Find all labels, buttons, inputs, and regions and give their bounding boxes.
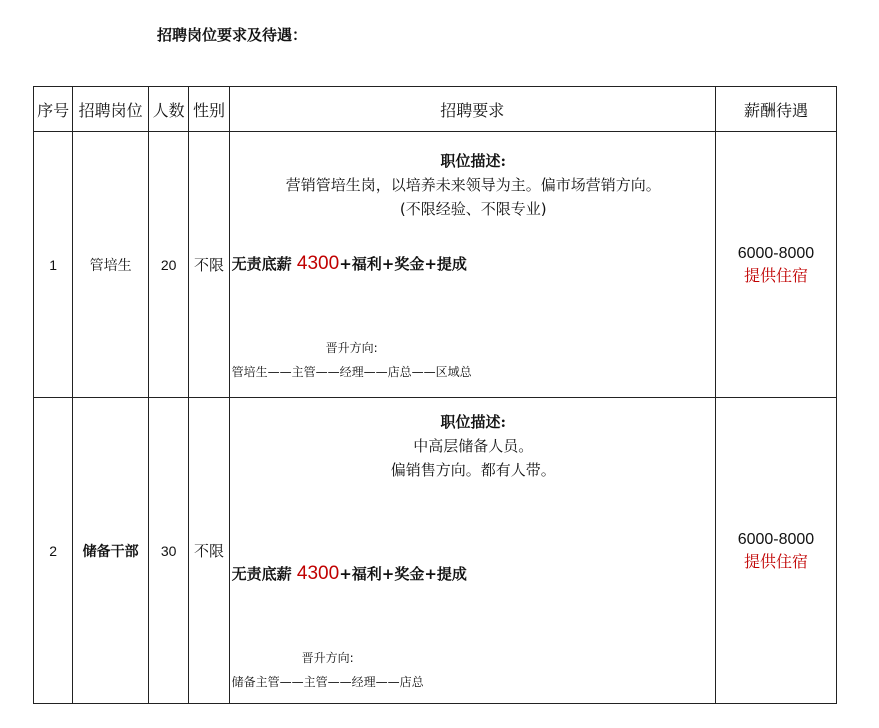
recruitment-table: [33, 86, 837, 704]
promo-path: 储备主管——主管——经理——店总: [231, 675, 424, 689]
row-count: 30: [148, 398, 188, 704]
row-salary: [715, 132, 836, 398]
table-row: [34, 132, 837, 398]
desc-label: 职位描述:: [440, 152, 507, 170]
table-header-row: [34, 87, 837, 132]
header-gender: 性别: [189, 87, 229, 132]
job-description: [230, 398, 715, 482]
desc-line: (不限经验、不限专业): [399, 200, 547, 218]
row-position: 储备干部: [73, 398, 149, 704]
pay-amount: 4300: [296, 253, 340, 274]
salary-range: 6000-8000: [737, 244, 815, 262]
pay-suffix: +福利+奖金+提成: [339, 565, 467, 583]
salary-range: 6000-8000: [737, 530, 815, 548]
desc-line: 营销管培生岗，以培养未来领导为主。偏市场营销方向。: [285, 176, 661, 194]
pay-prefix: 无责底薪: [231, 255, 292, 273]
page-title: 招聘岗位要求及待遇：: [157, 26, 308, 44]
row-count: 20: [148, 132, 188, 398]
pay-amount: 4300: [296, 563, 340, 584]
promo-label: 晋升方向:: [325, 341, 378, 355]
desc-label: 职位描述:: [440, 413, 507, 431]
desc-line: 偏销售方向。都有人带。: [390, 461, 556, 479]
promotion-path: [232, 646, 424, 694]
header-position: 招聘岗位: [73, 87, 149, 132]
base-pay-line: [232, 253, 467, 275]
promotion-path: [232, 336, 472, 384]
row-no: 1: [34, 132, 73, 398]
header-requirement: 招聘要求: [229, 87, 715, 132]
row-salary: [715, 398, 836, 704]
row-no: 2: [34, 398, 73, 704]
pay-prefix: 无责底薪: [231, 565, 292, 583]
desc-line: 中高层储备人员。: [413, 437, 534, 455]
promo-label: 晋升方向:: [301, 651, 354, 665]
job-description: [230, 132, 715, 221]
lodging-note: 提供住宿: [743, 265, 808, 285]
row-position: 管培生: [73, 132, 149, 398]
header-no: 序号: [34, 87, 73, 132]
lodging-note: 提供住宿: [743, 551, 808, 571]
row-requirement: [229, 398, 715, 704]
row-requirement: [229, 132, 715, 398]
table-row: [34, 398, 837, 704]
header-count: 人数: [148, 87, 188, 132]
row-gender: 不限: [189, 398, 229, 704]
pay-suffix: +福利+奖金+提成: [339, 255, 467, 273]
base-pay-line: [232, 563, 467, 585]
header-salary: 薪酬待遇: [715, 87, 836, 132]
row-gender: 不限: [189, 132, 229, 398]
promo-path: 管培生——主管——经理——店总——区域总: [231, 365, 472, 379]
